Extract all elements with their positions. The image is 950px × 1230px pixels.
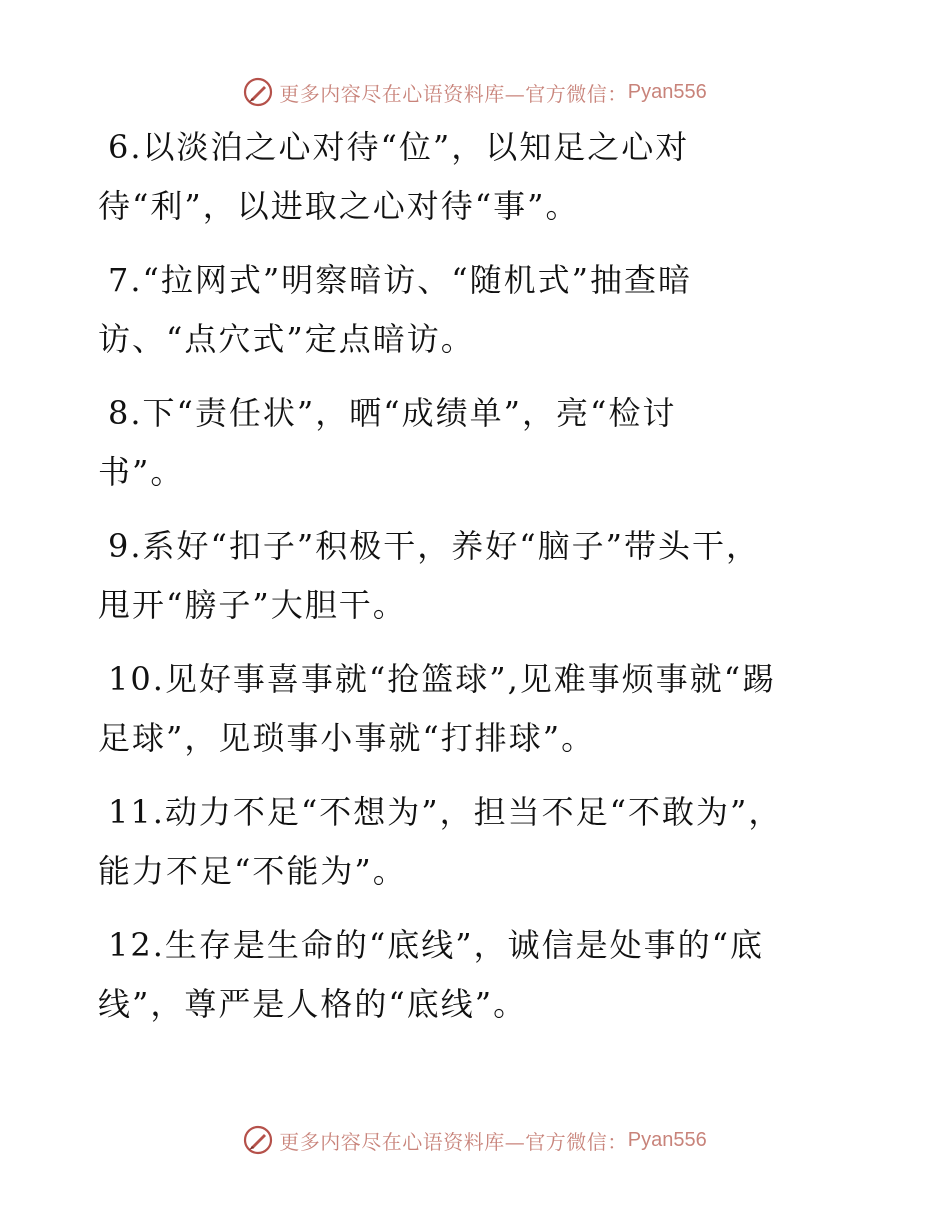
watermark-wechat-id: Pyan556 xyxy=(627,80,707,103)
watermark-text: 更多内容尽在心语资料库—官方微信： xyxy=(279,81,628,106)
list-item xyxy=(98,783,838,901)
pen-logo-icon xyxy=(243,1125,273,1155)
item-number: 7. xyxy=(108,261,143,299)
item-text: 以淡泊之心对待“位”，以知足之心对 待“利”，以进取之心对待“事”。 xyxy=(98,128,690,225)
watermark-text: 更多内容尽在心语资料库—官方微信： xyxy=(279,1129,628,1154)
item-number: 10. xyxy=(108,660,165,698)
list-item xyxy=(98,118,838,236)
item-text: 下“责任状”，晒“成绩单”，亮“检讨 书”。 xyxy=(98,394,677,491)
item-text: 动力不足“不想为”，担当不足“不敢为”， 能力不足“不能为”。 xyxy=(98,793,783,890)
item-text: “拉网式”明察暗访、“随机式”抽查暗 访、“点穴式”定点暗访。 xyxy=(98,261,692,358)
list-item xyxy=(98,650,838,768)
document-body xyxy=(98,118,838,1049)
list-item xyxy=(98,916,838,1034)
list-item xyxy=(98,384,838,502)
item-number: 11. xyxy=(108,793,165,831)
item-number: 12. xyxy=(108,926,165,964)
item-text: 见好事喜事就“抢篮球”,见难事烦事就“踢 足球”，见琐事小事就“打排球”。 xyxy=(98,660,777,757)
item-number: 8. xyxy=(108,394,143,432)
footer-watermark xyxy=(0,1120,950,1160)
item-number: 6. xyxy=(108,128,143,166)
pen-logo-icon xyxy=(243,77,273,107)
watermark-wechat-id: Pyan556 xyxy=(627,1128,707,1151)
item-number: 9. xyxy=(108,527,143,565)
item-text: 生存是生命的“底线”，诚信是处事的“底 线”，尊严是人格的“底线”。 xyxy=(98,926,764,1023)
list-item xyxy=(98,251,838,369)
item-text: 系好“扣子”积极干，养好“脑子”带头干， 甩开“膀子”大胆干。 xyxy=(98,527,760,624)
header-watermark xyxy=(0,72,950,112)
list-item xyxy=(98,517,838,635)
